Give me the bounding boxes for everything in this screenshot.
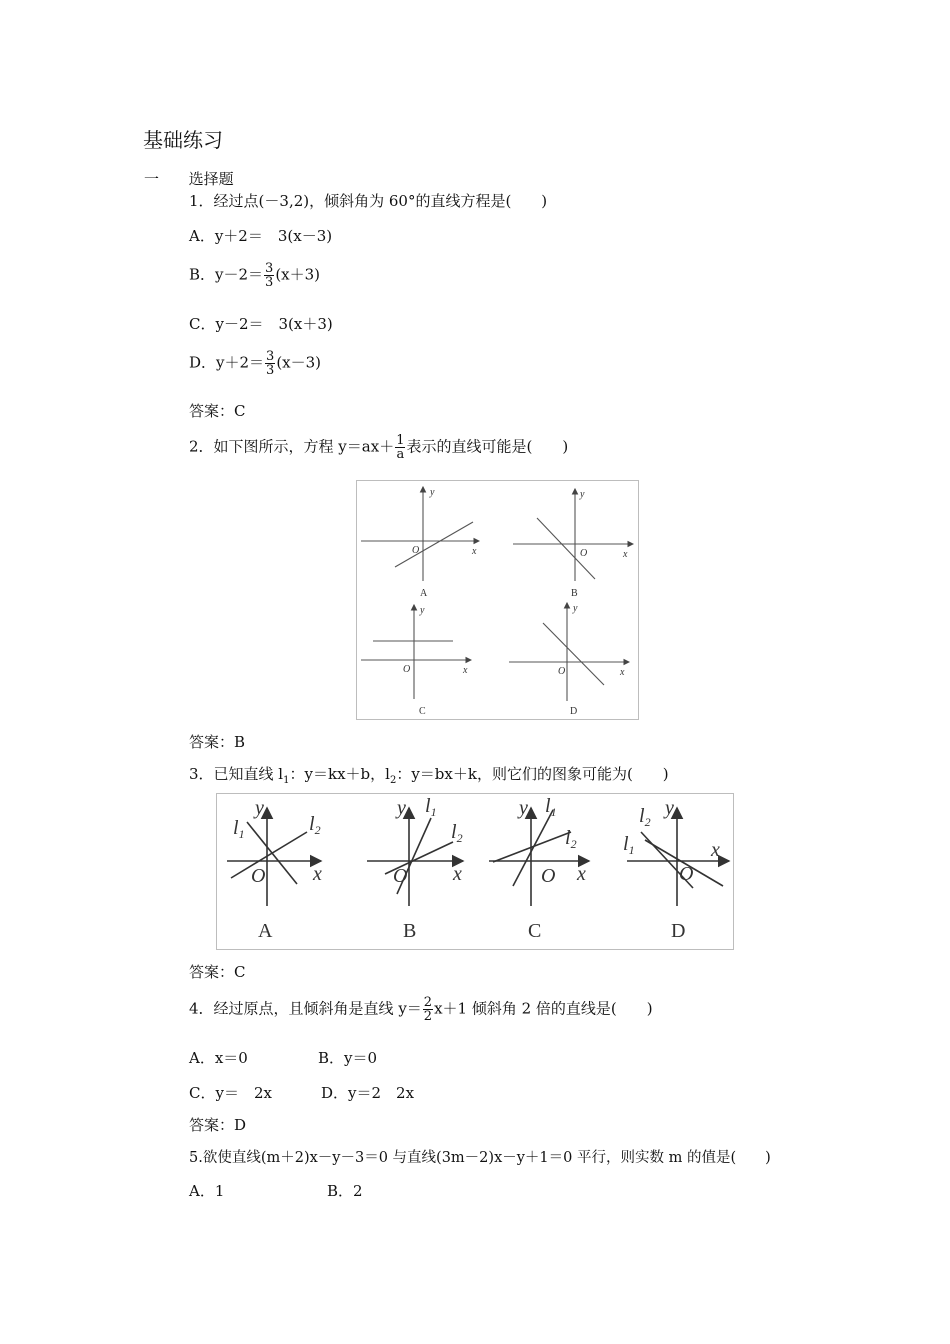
q5-option-b: B．2	[327, 1182, 363, 1200]
graph-label-b: B	[571, 588, 578, 599]
q5-option-a: A．1	[189, 1182, 225, 1200]
origin-label: O	[679, 863, 694, 885]
axis-label-y: y	[430, 487, 435, 498]
axis-label-x: x	[577, 863, 586, 885]
q1-option-d: D．y＋2＝ $\frac{3}{3}$ (x－3)	[189, 349, 322, 378]
line-label-l2: $l_2$	[639, 805, 651, 829]
q5-stem: 5.欲使直线(m＋2)x－y－3＝0 与直线(3m－2)x－y＋1＝0 平行，则实数 m 的值是( )	[189, 1150, 771, 1166]
q3-figure	[216, 793, 734, 950]
origin-label: O	[403, 664, 411, 675]
graph-label-c: C	[528, 920, 542, 942]
axis-label-x: x	[711, 839, 720, 861]
section-number: 一	[144, 170, 160, 188]
origin-label: O	[393, 865, 408, 887]
q1-answer: 答案：C	[189, 402, 246, 420]
page-title: 基础练习	[143, 128, 223, 152]
q4-option-b: B．y＝0	[318, 1049, 378, 1067]
line-label-l2: $l_2$	[309, 813, 321, 837]
axis-label-x: x	[472, 546, 477, 557]
graph-label-a: A	[420, 588, 428, 599]
line-label-l1: $l_1$	[233, 817, 245, 841]
line-label-l1: $l_1$	[545, 795, 557, 819]
q1-option-c: C．y－2＝ 3(x＋3)	[189, 315, 333, 333]
origin-label: O	[412, 545, 420, 556]
q2-answer: 答案：B	[189, 733, 246, 751]
origin-label: O	[558, 666, 566, 677]
graph-label-c: C	[419, 706, 426, 717]
line-label-l2: $l_2$	[451, 821, 463, 845]
axis-label-x: x	[620, 667, 625, 678]
axis-label-y: y	[420, 605, 425, 616]
axis-label-x: x	[463, 665, 468, 676]
q3-stem: 3．已知直线 $l_1$：y＝kx＋b，$l_2$：y＝bx＋k，则它们的图象可能为( )	[189, 765, 669, 786]
section-heading	[144, 169, 234, 189]
axis-label-x: x	[313, 863, 322, 885]
line-label-l1: $l_1$	[425, 795, 437, 819]
q2-graphs	[357, 481, 638, 719]
axis-label-x: x	[453, 863, 462, 885]
q1-stem: 1．经过点(－3,2)，倾斜角为 60°的直线方程是( )	[189, 192, 548, 210]
q1-option-b: B．y－2＝ $\frac{3}{3}$ (x＋3)	[189, 261, 321, 290]
line-label-l2: $l_2$	[565, 827, 577, 851]
q4-option-a: A．x＝0	[189, 1049, 248, 1067]
q4-option-d: D．y＝2 2x	[321, 1084, 415, 1102]
axis-label-y: y	[519, 797, 528, 819]
axis-label-y: y	[580, 489, 585, 500]
section-label: 选择题	[188, 170, 234, 188]
graph-label-a: A	[258, 920, 273, 942]
q4-option-c: C．y＝ 2x	[189, 1084, 272, 1102]
q1-option-a: A．y＋2＝ 3(x－3)	[189, 227, 333, 245]
q2-figure	[356, 480, 639, 720]
graph-label-d: D	[570, 706, 578, 717]
q4-stem: 4．经过原点，且倾斜角是直线 y＝ $\frac{2}{2}$ x＋1 倾斜角 2 倍的直线是( )	[189, 995, 653, 1024]
axis-label-y: y	[255, 797, 264, 819]
axis-label-y: y	[665, 797, 674, 819]
graph-label-b: B	[403, 920, 417, 942]
origin-label: O	[251, 865, 266, 887]
q3-answer: 答案：C	[189, 963, 246, 981]
line-label-l1: $l_1$	[623, 833, 635, 857]
axis-label-y: y	[397, 797, 406, 819]
origin-label: O	[580, 548, 588, 559]
axis-label-y: y	[573, 603, 578, 614]
graph-label-d: D	[671, 920, 686, 942]
q4-answer: 答案：D	[189, 1116, 247, 1134]
axis-label-x: x	[623, 549, 628, 560]
q3-graphs	[217, 794, 733, 949]
origin-label: O	[541, 865, 556, 887]
q2-stem: 2．如下图所示，方程 y＝ax＋ $\frac{1}{a}$ 表示的直线可能是( )	[189, 433, 569, 462]
